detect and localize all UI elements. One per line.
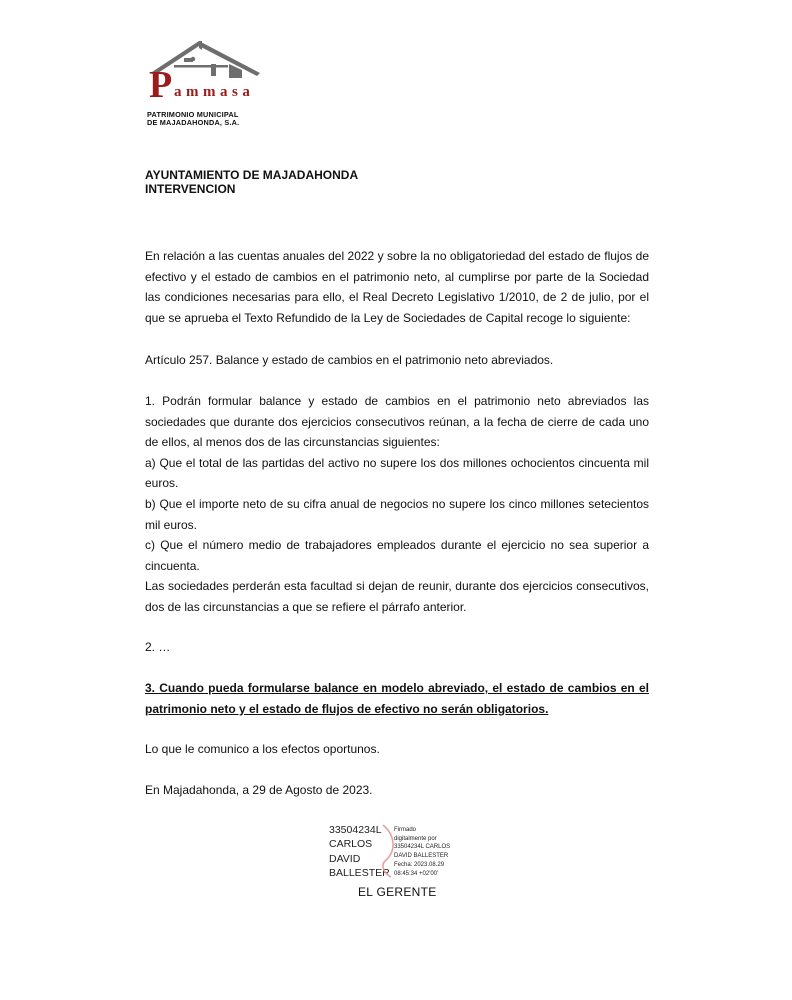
signer-role: EL GERENTE [358,885,437,899]
point1-closing: Las sociedades perderán esta facultad si dejan de reunir, durante dos ejercicios consecutivos, dos de las circunstancias a que se refiere el párrafo anterior. [145,579,649,614]
point1-b: b) Que el importe neto de su cifra anual de negocios no supere los cinco millones setecientos mil euros. [145,496,649,532]
logo-initial: P [149,64,173,106]
point3-highlighted: 3. Cuando pueda formularse balance en modelo abreviado, el estado de cambios en el patrimonio neto y el estado de flujos de efectivo no serán obligatorios. [145,681,649,716]
logo-subtitle-line1: PATRIMONIO MUNICIPAL [147,110,239,119]
logo-subtitle-line2: DE MAJADAHONDA, S.A. [147,118,240,127]
point2: 2. … [145,640,171,654]
logo-word-rest: ammasa [174,84,255,100]
article-title: Artículo 257. Balance y estado de cambios en el patrimonio neto abreviados. [145,353,554,367]
place-date: En Majadahonda, a 29 de Agosto de 2023. [145,783,373,797]
addressee-line1: AYUNTAMIENTO DE MAJADAHONDA [145,168,359,182]
point1-a: a) Que el total de las partidas del activo no supere los dos millones ochocientos cincuenta mil euros. [145,455,649,491]
signer-name: 33504234L CARLOS DAVID BALLESTER [329,824,390,879]
digital-signature [329,823,469,881]
communication-line: Lo que le comunico a los efectos oportunos. [145,742,380,756]
intro-paragraph: En relación a las cuentas anuales del 2022 y sobre la no obligatoriedad del estado de flujos de efectivo y el estado de cambios en el patrimonio neto, al cumplirse por parte de la Sociedad las condiciones necesarias para ello, el Real Decreto Legislativo 1/2010, de 2 de julio, por el que se aprueba el Texto Refundido de la Ley de Sociedades de Capital recoge lo siguiente: [145,249,649,325]
point1-c: c) Que el número medio de trabajadores empleados durante el ejercicio no sea superior a cincuenta. [145,538,649,573]
signature-details: Firmado digitalmente por 33504234L CARLOS DAVID BALLESTER Fecha: 2023.08.29 08:45:34 +02'00' [394,827,451,877]
point1-intro: 1. Podrán formular balance y estado de cambios en el patrimonio neto abreviados las sociedades que durante dos ejercicios consecutivos reúnan, a la fecha de cierre de cada uno de ellos, al menos dos de las circunstancias siguientes: [145,394,649,450]
pammasa-wordmark [144,66,268,108]
point1-block [145,391,649,618]
addressee-line2: INTERVENCION [145,182,236,196]
